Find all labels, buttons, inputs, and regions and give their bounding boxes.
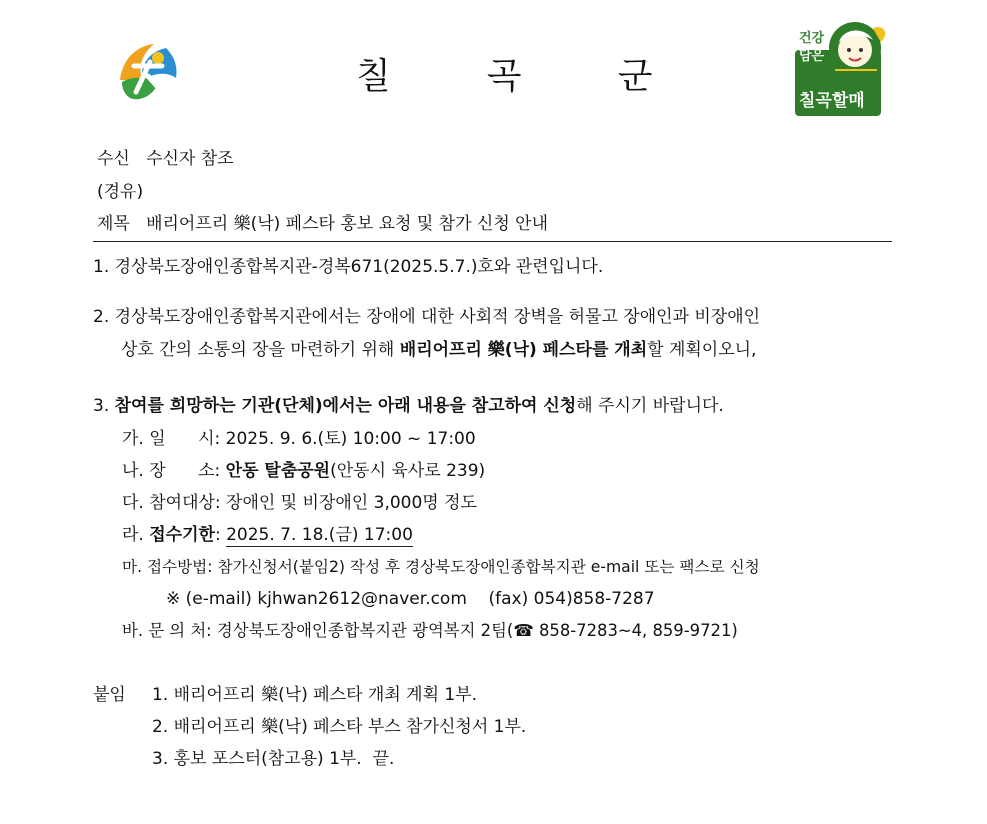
item-place (122, 460, 485, 482)
item-method: 마. 접수방법: 참가신청서(붙임2) 작성 후 경상북도장애인종합복지관 e-mail 또는 팩스로 신청 (122, 558, 760, 576)
attachments-label: 붙임 (93, 685, 126, 705)
recipient-label: 수신 (97, 149, 130, 169)
paragraph-2-emphasis: 배리어프리 樂(낙) 페스타를 개최 (399, 340, 648, 360)
item-place-name: 안동 탈춤공원 (225, 461, 331, 481)
paragraph-2-line-1: 2. 경상북도장애인종합복지관에서는 장애에 대한 사회적 장벽을 허물고 장애인과 비장애인 (93, 307, 761, 327)
chilgok-emblem-logo (112, 36, 184, 108)
paragraph-3-number: 3. (93, 396, 115, 416)
logo-text-line1: 건강 (799, 31, 825, 46)
title-char-2: 곡 (486, 56, 530, 97)
recipient-value: 수신자 참조 (146, 149, 234, 169)
attachment-item: 3. 홍보 포스터(참고용) 1부. 끝. (152, 749, 395, 769)
paragraph-2-text-end: 할 계획이오니, (647, 340, 757, 360)
subject-line (97, 213, 548, 235)
item-deadline-prefix: 라. (122, 525, 150, 545)
item-deadline-colon: : (214, 525, 227, 545)
paragraph-1: 1. 경상북도장애인종합복지관-경복671(2025.5.7.)호와 관련입니다. (93, 257, 604, 277)
paragraph-3 (93, 395, 724, 417)
title-char-1: 칠 (356, 56, 399, 97)
item-place-address: (안동시 육사로 239) (330, 461, 486, 481)
document-title (356, 48, 660, 99)
paragraph-2-line-2 (121, 339, 756, 361)
item-deadline-label: 접수기한 (149, 525, 215, 545)
item-inquiry (122, 620, 738, 642)
item-inquiry-phone: 858-7283~4, 859-9721) (533, 621, 738, 640)
recipient-line (97, 148, 234, 170)
paragraph-3-text-end: 해 주시기 바랍니다. (576, 396, 724, 416)
item-deadline-value: 2025. 7. 18.(금) 17:00 (226, 525, 413, 545)
via-line: (경유) (97, 182, 144, 202)
paragraph-2-text: 상호 간의 소통의 장을 마련하기 위해 (121, 340, 400, 360)
item-date-value: 2025. 9. 6.(토) 10:00 ~ 17:00 (225, 429, 476, 449)
item-place-label: 나. 장 소: (122, 461, 226, 481)
title-char-3: 군 (617, 56, 661, 97)
paragraph-3-emphasis: 참여를 희망하는 기관(단체)에서는 아래 내용을 참고하여 신청 (114, 396, 577, 416)
logo-text-line3: 칠곡할매 (799, 91, 865, 111)
logo-text-line2: 담은 (799, 49, 825, 64)
item-inquiry-text: 바. 문 의 처: 경상북도장애인종합복지관 광역복지 2팀( (122, 621, 514, 640)
item-participants: 다. 참여대상: 장애인 및 비장애인 3,000명 정도 (122, 493, 477, 513)
phone-icon: ☎ (513, 621, 534, 640)
item-deadline (122, 524, 413, 546)
attachment-item: 1. 배리어프리 樂(낙) 페스타 개최 계획 1부. (152, 685, 478, 705)
subject-value: 배리어프리 樂(낙) 페스타 홍보 요청 및 참가 신청 안내 (146, 214, 549, 234)
header-divider (93, 241, 892, 242)
chilgok-halmae-brand-logo (795, 20, 891, 118)
item-contact: ※ (e-mail) kjhwan2612@naver.com (fax) 054)858-7287 (166, 589, 655, 609)
item-date-label: 가. 일 시: (122, 429, 226, 449)
subject-label: 제목 (97, 214, 130, 234)
attachment-item: 2. 배리어프리 樂(낙) 페스타 부스 참가신청서 1부. (152, 717, 527, 737)
item-date (122, 428, 476, 450)
